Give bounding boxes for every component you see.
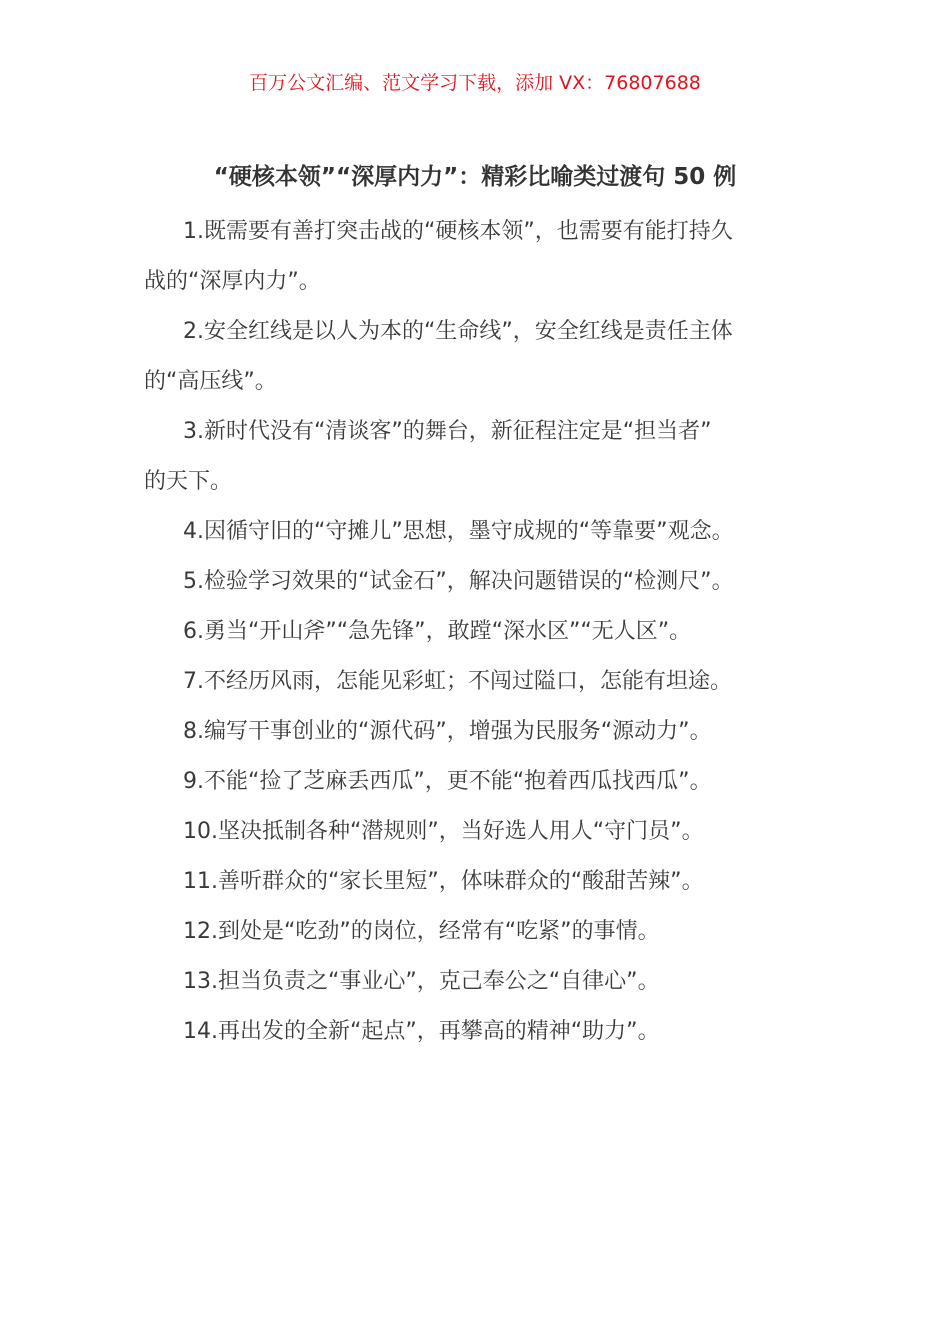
item-line: 4.因循守旧的“守摊儿”思想，墨守成规的“等靠要”观念。 <box>183 519 734 544</box>
item-line: 14.再出发的全新“起点”，再攀高的精神“助力”。 <box>183 1019 660 1044</box>
item-line: 13.担当负责之“事业心”，克己奉公之“自律心”。 <box>183 969 660 994</box>
item-line: 8.编写干事创业的“源代码”，增强为民服务“源动力”。 <box>183 719 712 744</box>
item-line: 1.既需要有善打突击战的“硬核本领”，也需要有能打持久 <box>183 219 733 244</box>
item-line: 6.勇当“开山斧”“急先锋”，敢蹚“深水区”“无人区”。 <box>183 619 692 644</box>
list-item <box>144 770 844 794</box>
list-item <box>144 220 844 294</box>
item-line: 战的“深厚内力”。 <box>144 269 321 294</box>
item-line: 12.到处是“吃劲”的岗位，经常有“吃紧”的事情。 <box>183 919 660 944</box>
item-list <box>144 220 844 1070</box>
list-item <box>144 970 844 994</box>
list-item <box>144 820 844 844</box>
list-item <box>144 1020 844 1044</box>
document-title: “硬核本领”“深厚内力”：精彩比喻类过渡句 50 例 <box>213 164 737 190</box>
item-line: 9.不能“捡了芝麻丢西瓜”，更不能“抱着西瓜找西瓜”。 <box>183 769 712 794</box>
item-line: 10.坚决抵制各种“潜规则”，当好选人用人“守门员”。 <box>183 819 704 844</box>
item-line: 11.善听群众的“家长里短”，体味群众的“酸甜苦辣”。 <box>183 869 704 894</box>
item-line: 2.安全红线是以人为本的“生命线”，安全红线是责任主体 <box>183 319 733 344</box>
item-line: 的“高压线”。 <box>144 369 277 394</box>
list-item <box>144 570 844 594</box>
item-line: 的天下。 <box>144 469 233 494</box>
list-item <box>144 420 844 494</box>
list-item <box>144 920 844 944</box>
item-line: 7.不经历风雨，怎能见彩虹；不闯过隘口，怎能有坦途。 <box>183 669 732 694</box>
list-item <box>144 720 844 744</box>
list-item <box>144 620 844 644</box>
list-item <box>144 520 844 544</box>
item-line: 5.检验学习效果的“试金石”，解决问题错误的“检测尺”。 <box>183 569 734 594</box>
list-item <box>144 870 844 894</box>
list-item <box>144 320 844 394</box>
watermark-header: 百万公文汇编、范文学习下载，添加 VX：76807688 <box>249 72 701 94</box>
item-line: 3.新时代没有“清谈客”的舞台，新征程注定是“担当者” <box>183 419 712 444</box>
list-item <box>144 670 844 694</box>
